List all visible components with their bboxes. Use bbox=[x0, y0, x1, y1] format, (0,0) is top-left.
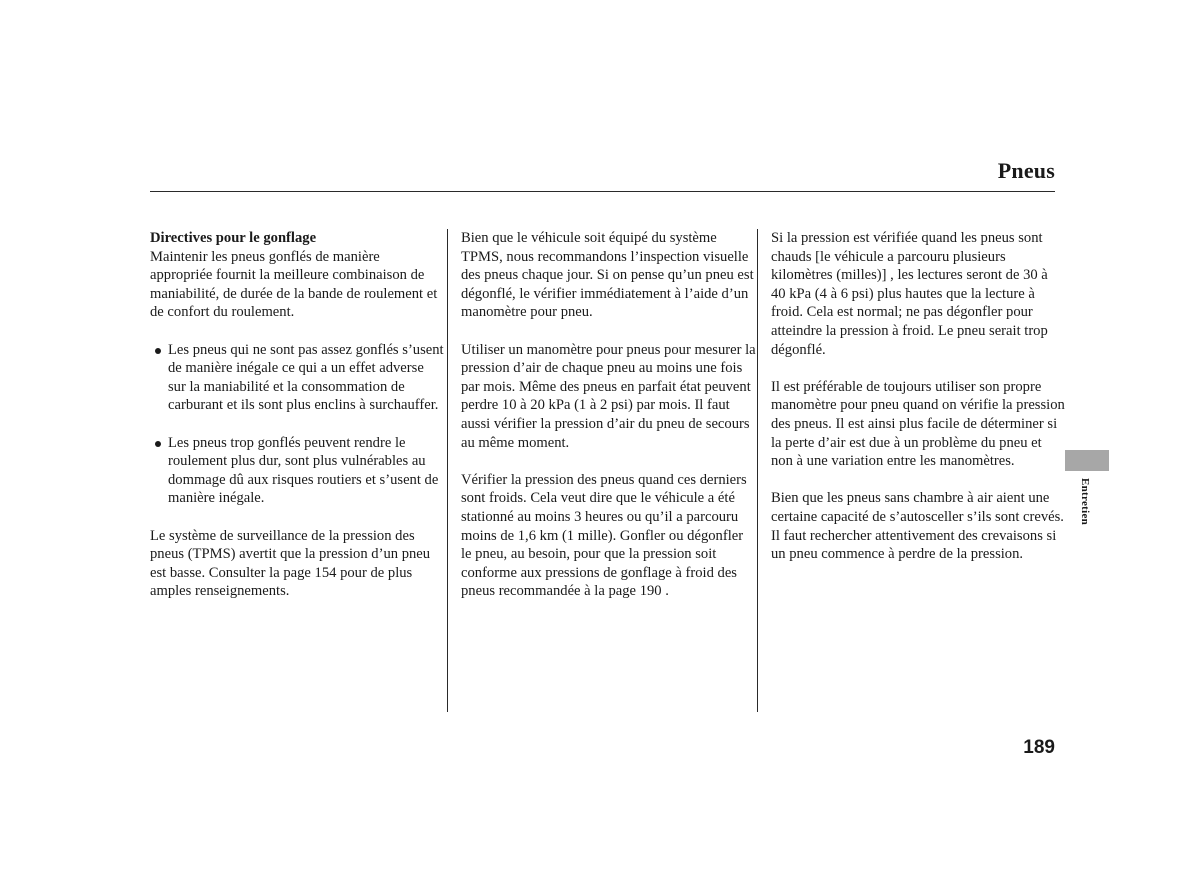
paragraph: Vérifier la pression des pneus quand ces derniers sont froids. Cela veut dire que le véhicule a été stationné au moins 3 heures ou qu’il a parcouru moins de 1,6 km (1 mille). Gonfler ou dégonfler le pneu, au besoin, pour que la pression soit conforme aux pressions de gonflage à froid des pneus recommandée à la page 190 . bbox=[461, 471, 747, 600]
bullet-list bbox=[150, 341, 445, 508]
left-column bbox=[150, 229, 445, 619]
middle-column bbox=[461, 229, 756, 619]
bullet-text: Les pneus trop gonflés peuvent rendre le roulement plus dur, sont plus vulnérables au dommage dû aux risques routiers et s’usent de manière inégale. bbox=[168, 434, 439, 507]
bullet-dot-icon bbox=[155, 348, 161, 354]
column-divider bbox=[447, 229, 448, 712]
column-divider bbox=[757, 229, 758, 712]
section-tab-marker bbox=[1065, 450, 1109, 471]
page-number: 189 bbox=[1023, 737, 1055, 758]
subheading: Directives pour le gonflage bbox=[150, 230, 317, 246]
paragraph: Bien que le véhicule soit équipé du système TPMS, nous recommandons l’inspection visuelle des pneus chaque jour. Si on pense qu’un pneu est dégonflé, le vérifier immédiatement à l’aide d’un manomètre pour pneu. bbox=[461, 230, 754, 321]
section-tab-label: Entretien bbox=[1079, 478, 1091, 526]
paragraph: Bien que les pneus sans chambre à air aient une certaine capacité de s’autosceller s’ils sont crevés. Il faut rechercher attentivement des crevaisons si un pneu commence à perdre de la pression. bbox=[771, 490, 1064, 563]
bullet-item bbox=[150, 434, 445, 508]
section-title: Pneus bbox=[997, 158, 1055, 183]
header-rule bbox=[150, 191, 1055, 192]
right-column bbox=[771, 229, 1066, 582]
paragraph: Il est préférable de toujours utiliser son propre manomètre pour pneu quand on vérifie la pression des pneus. Il est ainsi plus facile de déterminer si la perte d’air est due à un problème du pneu et non à une variation entre les manomètres. bbox=[771, 378, 1065, 470]
paragraph: Si la pression est vérifiée quand les pneus sont chauds [le véhicule a parcouru plusieurs kilomètres (milles)] , les lectures seront de 30 à 40 kPa (4 à 6 psi) plus hautes que la lecture à froid. Cela est normal; ne pas dégonfler pour atteindre la pression à froid. Le pneu serait trop dégonflé. bbox=[771, 230, 1048, 358]
tpms-paragraph: Le système de surveillance de la pression des pneus (TPMS) avertit que la pression d’un pneu est basse. Consulter la page 154 pour de plus amples renseignements. bbox=[150, 527, 431, 600]
paragraph: Utiliser un manomètre pour pneus pour mesurer la pression d’air de chaque pneu au moins une fois par mois. Même des pneus en parfait état peuvent perdre 10 à 20 kPa (1 à 2 psi) par mois. Il faut aussi vérifier la pression d’air du pneu de secours au même moment. bbox=[461, 341, 756, 451]
bullet-text: Les pneus qui ne sont pas assez gonflés s’usent de manière inégale ce qui a un effet adverse sur la maniabilité et la consommation de carburant et ils sont plus enclins à surchauffer. bbox=[168, 341, 444, 414]
intro-paragraph bbox=[150, 229, 445, 322]
bullet-dot-icon bbox=[155, 441, 161, 447]
bullet-item bbox=[150, 341, 445, 415]
intro-text: Maintenir les pneus gonflés de manière appropriée fournit la meilleure combinaison de maniabilité, de durée de la bande de roulement et de confort du roulement. bbox=[150, 248, 438, 321]
